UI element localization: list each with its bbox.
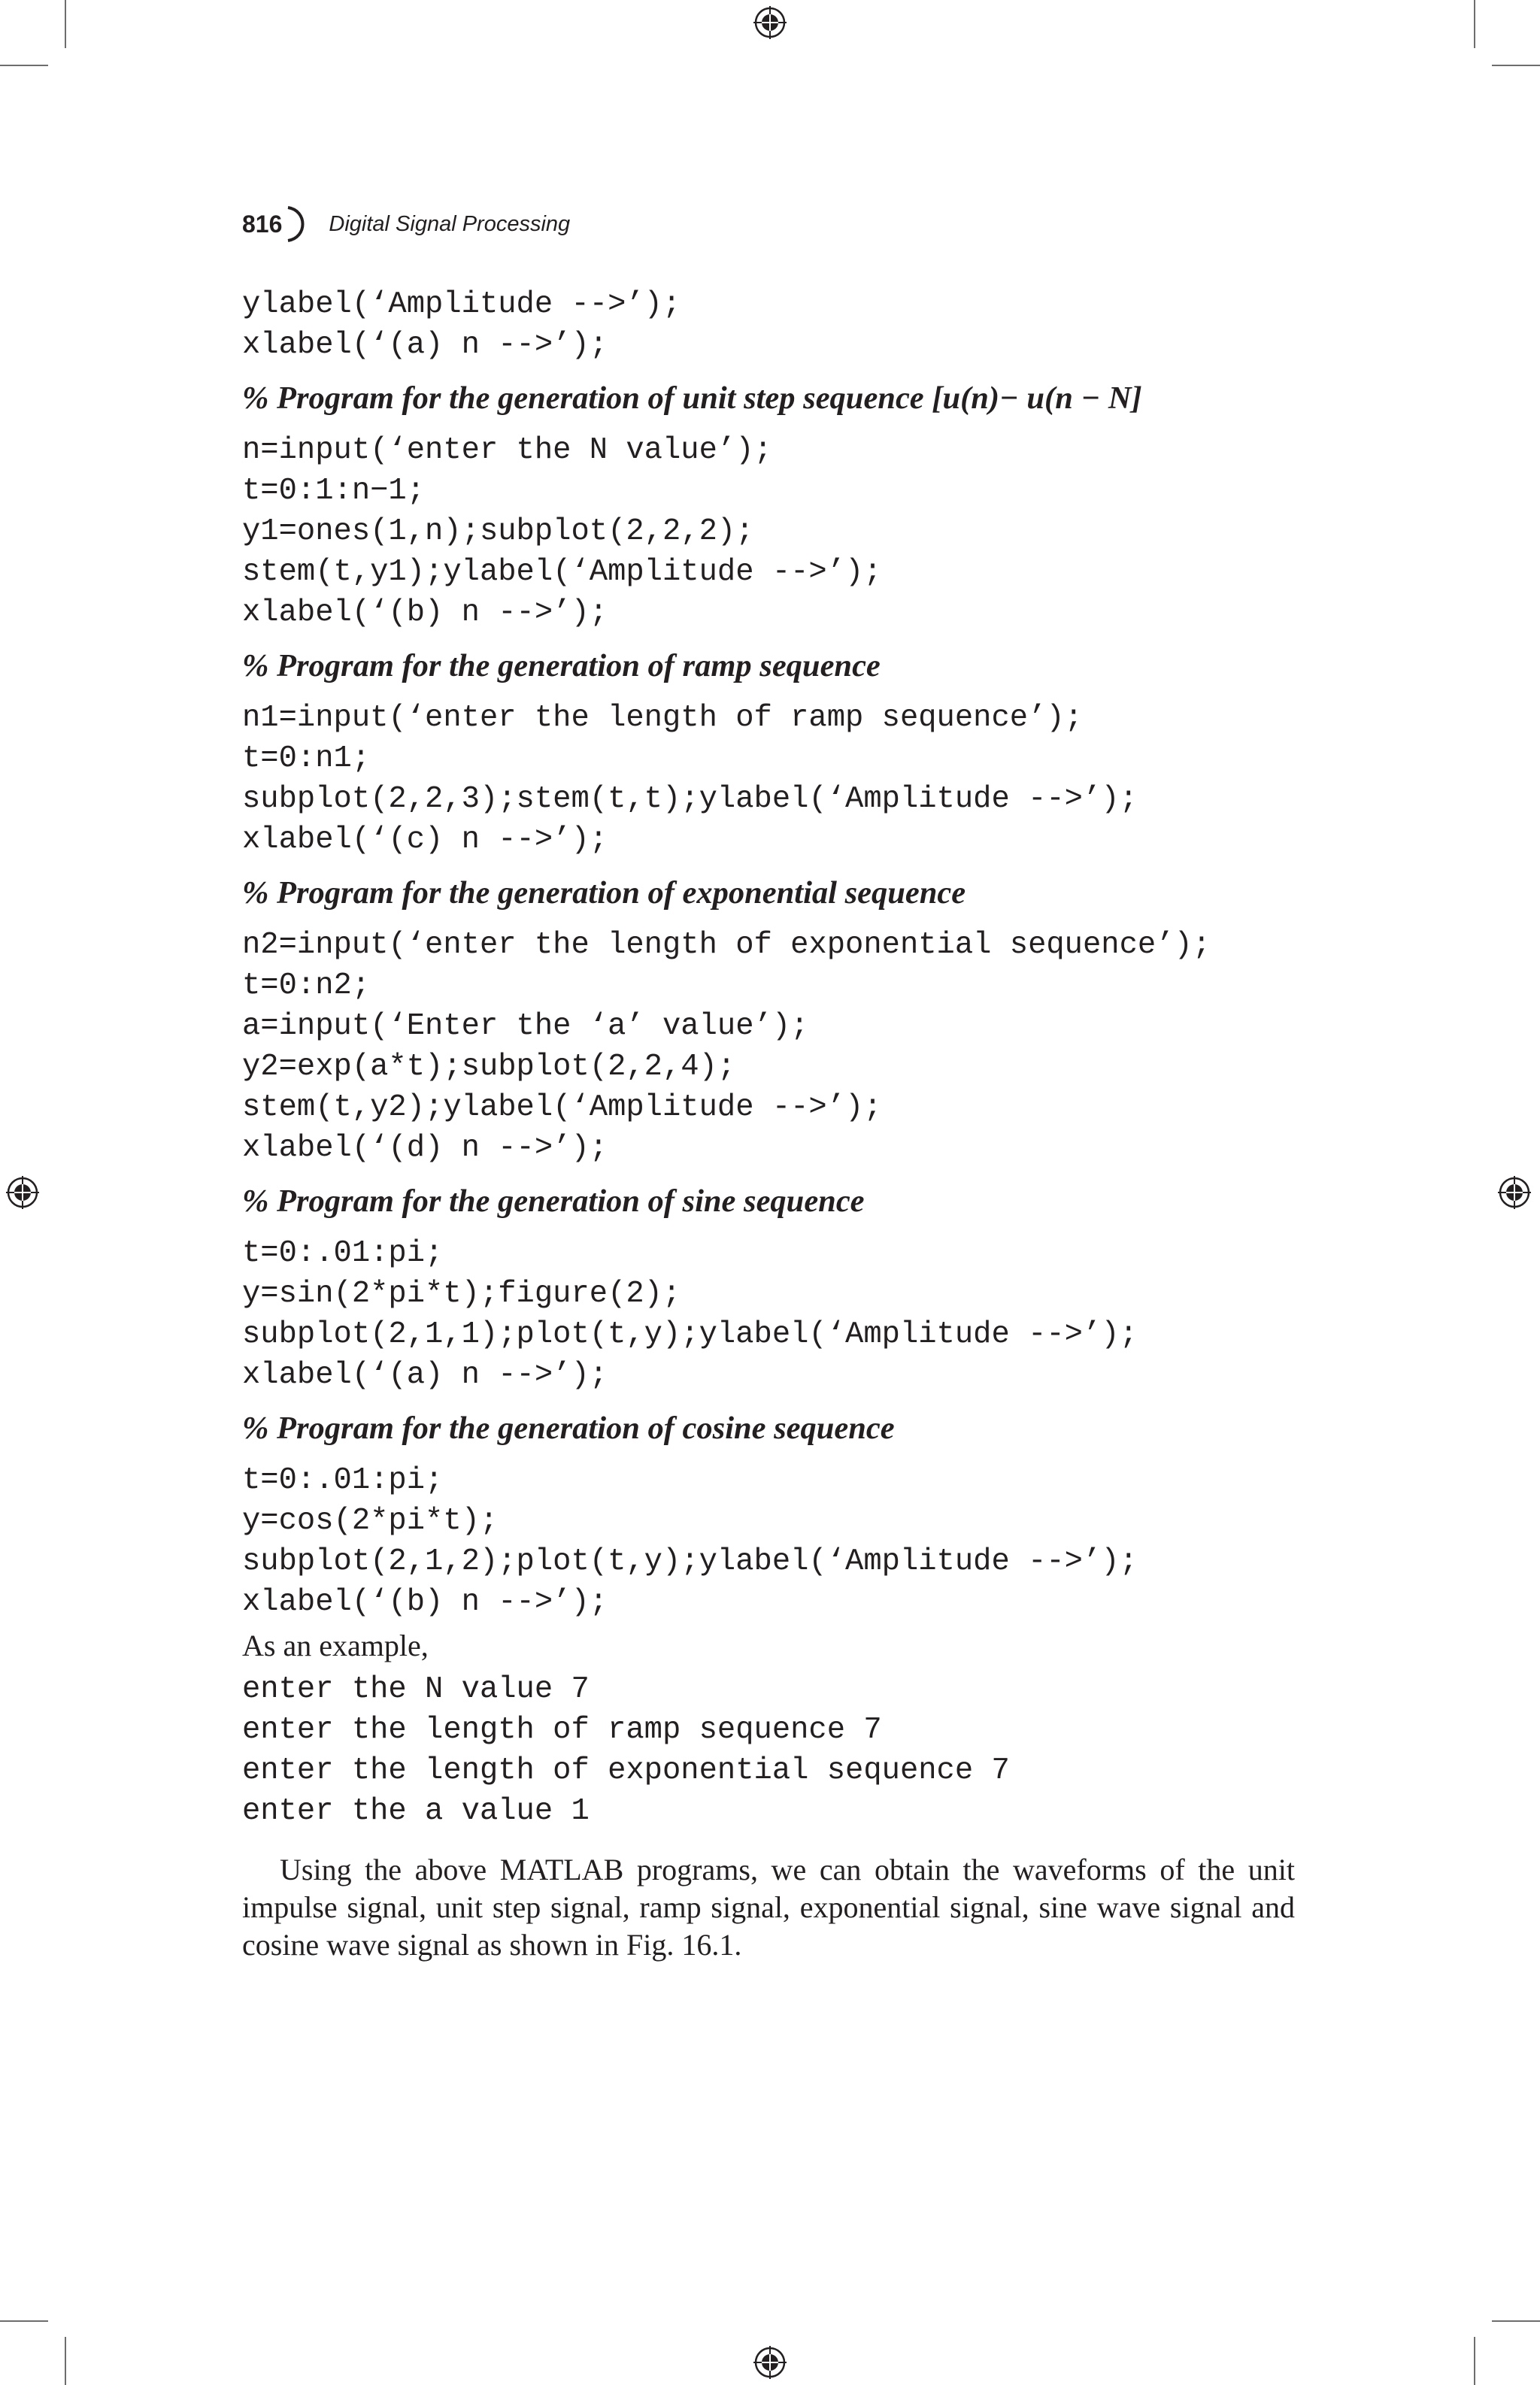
code-line: n1=input(‘enter the length of ramp sequence’);: [242, 701, 1083, 735]
code-line: enter the length of ramp sequence 7: [242, 1713, 882, 1747]
code-line: n=input(‘enter the N value’);: [242, 433, 772, 468]
code-line: subplot(2,1,1);plot(t,y);ylabel(‘Amplitude -->’);: [242, 1317, 1138, 1352]
registration-mark-right-icon: [1498, 1176, 1531, 1209]
page-number-arc-icon: [285, 206, 312, 242]
code-block: [242, 284, 1295, 365]
code-line: t=0:n2;: [242, 968, 371, 1003]
code-line: y=sin(2*pi*t);figure(2);: [242, 1277, 681, 1311]
crop-mark-bottom-left-h: [0, 2320, 48, 2322]
running-header: [242, 206, 570, 242]
code-line: y=cos(2*pi*t);: [242, 1504, 499, 1538]
code-line: y1=ones(1,n);subplot(2,2,2);: [242, 514, 754, 549]
code-line: xlabel(‘(c) n -->’);: [242, 823, 608, 857]
section-heading: % Program for the generation of sine sequence: [242, 1183, 865, 1219]
crop-mark-bottom-right: [1474, 2337, 1475, 2385]
code-line: a=input(‘Enter the ‘a’ value’);: [242, 1009, 809, 1044]
page-number: 816: [242, 210, 283, 238]
code-block: [242, 925, 1295, 1168]
crop-mark-bottom-right-h: [1492, 2320, 1540, 2322]
section-heading: % Program for the generation of ramp sequence: [242, 648, 881, 683]
crop-mark-top-left-h: [0, 65, 48, 66]
code-line: t=0:n1;: [242, 741, 371, 776]
section-heading: % Program for the generation of cosine sequence: [242, 1411, 895, 1446]
crop-mark-top-left: [65, 0, 66, 48]
code-line: y2=exp(a*t);subplot(2,2,4);: [242, 1050, 736, 1084]
code-line: enter the N value 7: [242, 1672, 590, 1707]
registration-mark-left-icon: [6, 1176, 39, 1209]
registration-mark-bottom-icon: [753, 2346, 787, 2379]
code-line: xlabel(‘(d) n -->’);: [242, 1131, 608, 1165]
code-block: [242, 1460, 1295, 1623]
section-heading: % Program for the generation of unit step sequence [u(n)− u(n − N]: [242, 380, 1142, 416]
code-line: stem(t,y2);ylabel(‘Amplitude -->’);: [242, 1090, 882, 1125]
code-line: n2=input(‘enter the length of exponential sequence’);: [242, 928, 1211, 962]
registration-mark-top-icon: [753, 6, 787, 39]
page-body: [242, 284, 1295, 1964]
lead-text: As an example,: [242, 1629, 429, 1662]
code-line: enter the a value 1: [242, 1794, 590, 1829]
code-line: xlabel(‘(a) n -->’);: [242, 328, 608, 362]
body-paragraph: Using the above MATLAB programs, we can obtain the waveforms of the unit impulse signal, unit step signal, ramp signal, exponential signal, sine wave signal and cosine wave signal as shown in Fig. 16.1.: [242, 1853, 1295, 1962]
code-block: [242, 430, 1295, 633]
crop-mark-top-right: [1474, 0, 1475, 48]
code-block: [242, 1669, 1295, 1832]
code-line: subplot(2,2,3);stem(t,t);ylabel(‘Amplitude -->’);: [242, 782, 1138, 817]
code-line: xlabel(‘(a) n -->’);: [242, 1358, 608, 1393]
code-line: xlabel(‘(b) n -->’);: [242, 595, 608, 630]
code-line: t=0:.01:pi;: [242, 1236, 444, 1271]
code-line: enter the length of exponential sequence 7: [242, 1753, 1010, 1788]
code-line: t=0:1:n−1;: [242, 474, 426, 508]
code-block: [242, 1233, 1295, 1396]
code-block: [242, 698, 1295, 860]
crop-mark-bottom-left: [65, 2337, 66, 2385]
code-line: stem(t,y1);ylabel(‘Amplitude -->’);: [242, 555, 882, 589]
section-heading: % Program for the generation of exponential sequence: [242, 875, 966, 911]
code-line: ylabel(‘Amplitude -->’);: [242, 287, 681, 322]
code-line: subplot(2,1,2);plot(t,y);ylabel(‘Amplitude -->’);: [242, 1544, 1138, 1579]
crop-mark-top-right-h: [1492, 65, 1540, 66]
code-line: xlabel(‘(b) n -->’);: [242, 1585, 608, 1620]
running-title: Digital Signal Processing: [329, 211, 571, 236]
code-line: t=0:.01:pi;: [242, 1463, 444, 1498]
